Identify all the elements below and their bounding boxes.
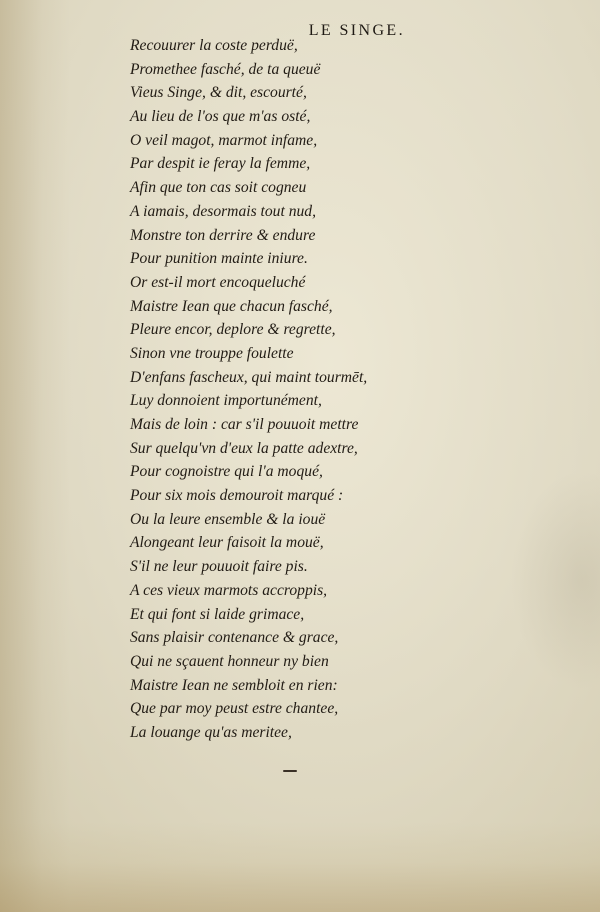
verse-line: Alongeant leur faisoit la mouë,	[130, 534, 324, 552]
verse-line: Et qui font si laide grimace,	[130, 605, 305, 623]
verse-line: Que par moy peust estre chantee,	[130, 700, 339, 718]
verse-line: Par despit ie feray la femme,	[130, 155, 311, 173]
verse-line: Pour cognoistre qui l'a moqué,	[130, 463, 323, 481]
verse-line: Pour six mois demouroit marqué :	[130, 487, 344, 505]
verse-line: Pour punition mainte iniure.	[130, 250, 308, 268]
page-edge-stain	[0, 0, 70, 912]
verse-line: Maistre Iean ne sembloit en rien:	[130, 676, 338, 694]
verse-line: Or est-il mort encoqueluché	[130, 273, 306, 291]
verse-line: Luy donnoient importunément,	[130, 392, 322, 410]
verse-line: O veil magot, marmot infame,	[130, 131, 318, 149]
verse-line: Sinon vne trouppe foulette	[130, 344, 294, 362]
verse-line: D'enfans fascheux, qui maint tourmēt,	[130, 368, 368, 386]
verse-line: Recouurer la coste perduë,	[130, 37, 298, 54]
verse-line: Vieus Singe, & dit, escourté,	[130, 84, 307, 102]
verse-line: Sans plaisir contenance & grace,	[130, 629, 339, 647]
verse-line: Monstre ton derrire & endure	[130, 226, 316, 244]
verse-line: Sur quelqu'vn d'eux la patte adextre,	[130, 439, 358, 457]
poem-text	[130, 34, 367, 745]
verse-line: La louange qu'as meritee,	[130, 723, 292, 741]
verse-line: Promethee fasché, de ta queuë	[130, 60, 321, 78]
verse-line: Afin que ton cas soit cogneu	[130, 179, 307, 197]
verse-line: Mais de loin : car s'il pouuoit mettre	[130, 416, 359, 433]
catchword-dash	[283, 770, 297, 772]
verse-line: Ou la leure ensemble & la iouë	[130, 510, 326, 528]
verse-line: Au lieu de l'os que m'as osté,	[130, 108, 311, 126]
show-through-text	[510, 470, 600, 690]
verse-line: Qui ne sçauent honneur ny bien	[130, 652, 329, 670]
verse-line: A ces vieux marmots accroppis,	[130, 581, 328, 599]
running-head: LE SINGE.	[308, 22, 405, 39]
water-stain	[0, 822, 600, 912]
verse-line: S'il ne leur pouuoit faire pis.	[130, 558, 308, 576]
verse-line: A iamais, desormais tout nud,	[130, 202, 316, 220]
verse-line: Pleure encor, deplore & regrette,	[130, 321, 336, 339]
verse-line: Maistre Iean que chacun fasché,	[130, 297, 333, 315]
